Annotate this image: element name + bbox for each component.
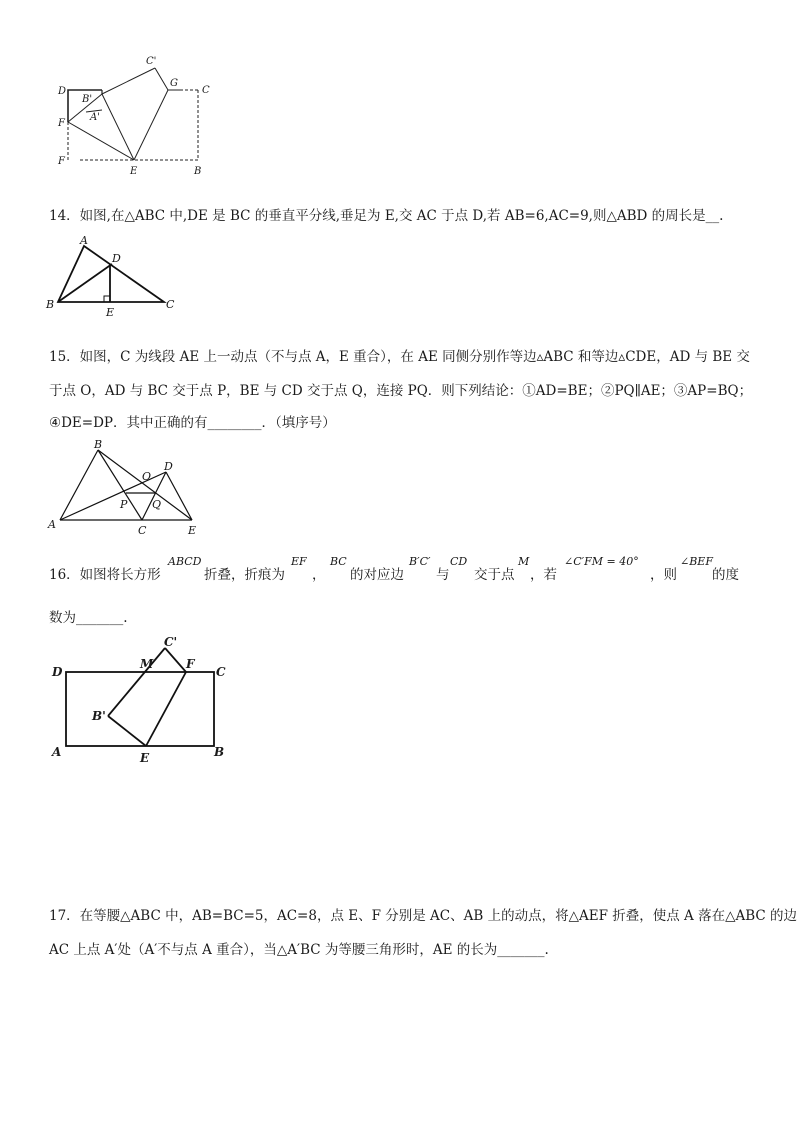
- q16-text-then: ，则: [650, 567, 677, 583]
- q16-label-a: A: [52, 745, 62, 759]
- label-f-lower: F: [58, 156, 65, 167]
- q16-text-with: 与: [436, 567, 450, 583]
- question-16-line2: 数为_______.: [49, 610, 128, 626]
- q16-text-comma: ，: [312, 567, 326, 583]
- q14-label-b: B: [46, 298, 55, 311]
- label-b-prime: B': [82, 94, 93, 105]
- q16-label-e: E: [140, 751, 150, 765]
- equilateral-figure-q15: [44, 436, 204, 536]
- label-f-upper: F: [58, 118, 65, 129]
- q16-text-degree: 的度: [712, 567, 739, 583]
- triangle-figure-q14: [44, 232, 184, 320]
- q15-label-e: E: [188, 524, 197, 537]
- label-g: G: [170, 78, 178, 89]
- question-15-line1: 15．如图，C 为线段 AE 上一动点（不与点 A，E 重合），在 AE 同侧分别作等边▵ABC 和等边▵CDE，AD 与 BE 交: [49, 349, 750, 365]
- question-15-line3: ④DE=DP．其中正确的有________．（填序号）: [49, 415, 336, 431]
- q14-label-d: D: [112, 252, 121, 265]
- question-17-line2: AC 上点 A′处（A′不与点 A 重合），当△A′BC 为等腰三角形时，AE 的长为_______.: [49, 942, 549, 958]
- q16-math-bc-prime: B′C′: [409, 555, 431, 568]
- question-14-text: 14．如图,在△ABC 中,DE 是 BC 的垂直平分线,垂足为 E,交 AC 于点 D,若 AB=6,AC=9,则△ABD 的周长是__.: [49, 208, 724, 224]
- q16-text-fold: 折叠，折痕为: [204, 567, 285, 583]
- label-c-prime: C': [146, 56, 157, 67]
- q15-label-a: A: [48, 518, 56, 531]
- q16-label-c-prime: C': [164, 635, 178, 649]
- label-a-prime: A': [90, 112, 100, 123]
- q16-label-b: B: [214, 745, 225, 759]
- q16-label-d: D: [52, 665, 63, 679]
- q16-prefix: 16．如图将长方形: [49, 567, 161, 583]
- q15-label-p: P: [120, 498, 128, 511]
- rectangle-fold-figure-q16: [50, 634, 240, 770]
- q15-label-d: D: [164, 460, 173, 473]
- q15-label-q: Q: [152, 498, 162, 511]
- q16-math-bc: BC: [330, 555, 347, 568]
- q16-label-b-prime: B': [92, 709, 106, 723]
- q16-math-cd: CD: [450, 555, 468, 568]
- q16-math-abcd: ABCD: [168, 555, 202, 568]
- q16-math-m: M: [518, 555, 530, 568]
- q15-label-o: O: [142, 470, 152, 483]
- label-e: E: [130, 166, 138, 177]
- q16-label-c: C: [216, 665, 226, 679]
- q16-math-ef: EF: [291, 555, 307, 568]
- label-b: B: [194, 166, 202, 177]
- fold-figure-q13: [50, 50, 230, 180]
- q14-label-c: C: [166, 298, 175, 311]
- q14-label-a: A: [80, 234, 88, 247]
- q16-text-meet: 交于点: [474, 567, 515, 583]
- q16-math-bef: ∠BEF: [680, 555, 713, 568]
- q15-label-c: C: [138, 524, 147, 537]
- q15-label-b: B: [94, 438, 103, 451]
- question-16-line1: [49, 565, 161, 585]
- q16-label-m: M: [140, 657, 154, 671]
- question-15-line2: 于点 O，AD 与 BC 交于点 P，BE 与 CD 交于点 Q，连接 PQ．则下列结论：①AD=BE；②PQ∥AE；③AP=BQ；: [49, 383, 753, 399]
- q16-text-opposite: 的对应边: [350, 567, 404, 583]
- q16-math-angle: ∠C′FM = 40°: [564, 555, 639, 568]
- label-d: D: [58, 86, 67, 97]
- q14-label-e: E: [106, 306, 115, 319]
- question-17-line1: 17．在等腰△ABC 中，AB=BC=5，AC=8，点 E、F 分别是 AC、AB 上的动点，将△AEF 折叠，使点 A 落在△ABC 的边: [49, 908, 797, 924]
- q16-label-f: F: [186, 657, 195, 671]
- label-c: C: [202, 85, 210, 96]
- q16-text-if: ，若: [530, 567, 557, 583]
